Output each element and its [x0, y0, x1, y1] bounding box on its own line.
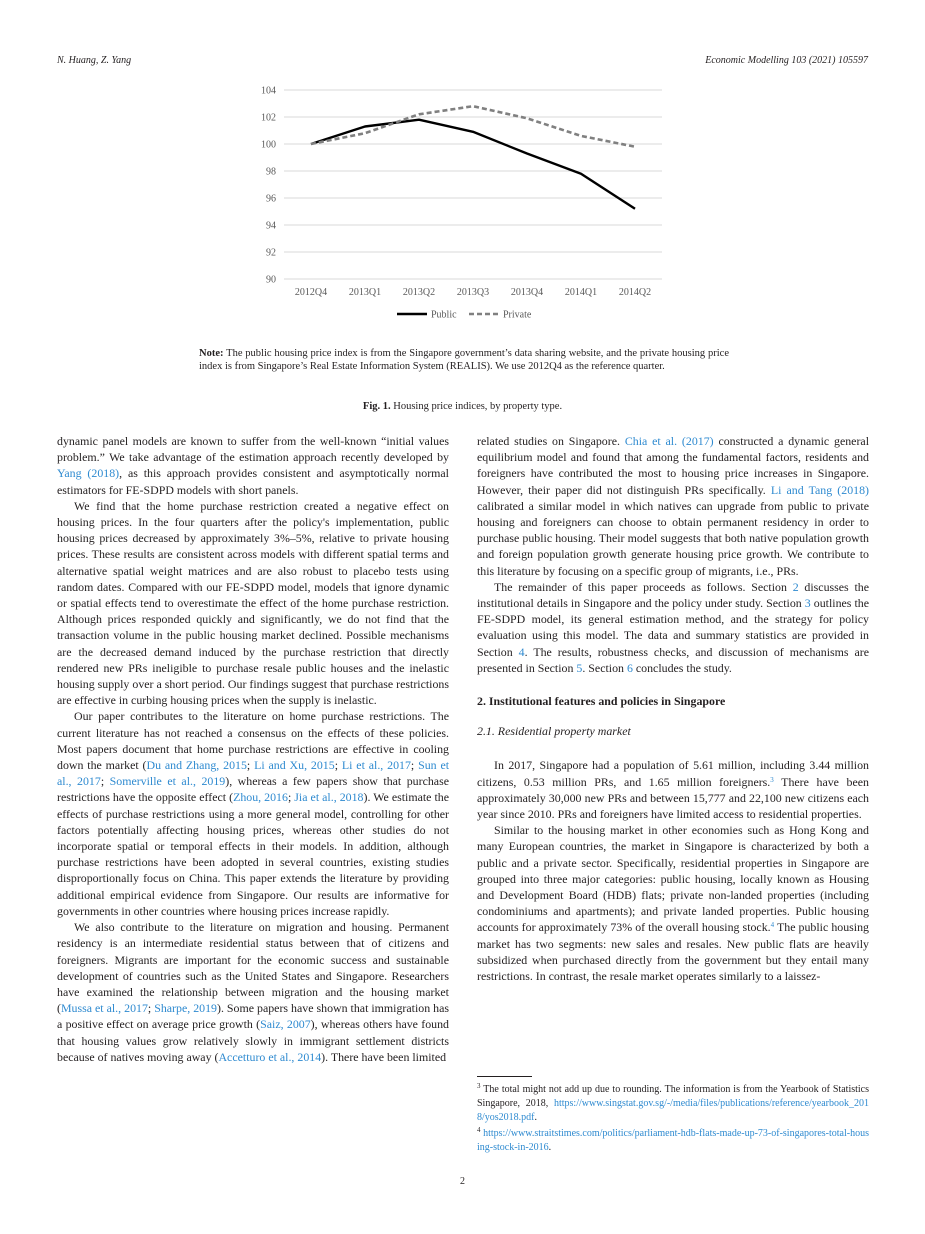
note-label: Note:	[199, 348, 224, 359]
footnote-link[interactable]: https://www.singstat.gov.sg/-/media/files/publications/reference/yearbook_2018/yos2018.pdf	[477, 1098, 869, 1124]
left-paragraph-3: Our paper contributes to the literature on home purchase restrictions. The current literature has not reached a consensus on the effects of these policies. Most papers document that home purchase restrictions are effective in cooling down the market (Du and Zhang, 2015; Li and Xu, 2015; Li et al., 2017; Sun et al., 2017; Somerville et al., 2019), whereas a few papers show that purchase restrictions have the opposite effect (Zhou, 2016; Jia et al., 2018). We estimate the effects of purchase restrictions using a more general model, controlling for other factors potentially affecting housing prices, whereas other studies do not incorporate spatial or temporal effects in their models. In addition, although purchase restrictions have been adopted in several countries, existing studies disproportionally focus on China. This paper extends the literature by providing additional empirical evidence from Singapore. Our results are informative for governments in other countries where housing prices increase rapidly.	[57, 709, 450, 918]
x-tick-label: 2012Q4	[294, 287, 328, 298]
section-link[interactable]: 3	[804, 596, 811, 611]
citation-link[interactable]: Saiz, 2007	[260, 1017, 311, 1032]
note-text: The public housing price index is from the Singapore government’s data sharing website, and the private housing price index is from Singapore’s Real Estate Information System (REALIS). We use 2012Q4 as the reference quarter.	[199, 348, 729, 373]
figure-note	[199, 347, 729, 374]
right-paragraph-2: The remainder of this paper proceeds as follows. Section 2 discusses the institutional details in Singapore and the policy under study. Section 3 outlines the FE-SDPD model, its general estimation method, and the strategy for policy evaluation using this model. The data and summary statistics are provided in Section 4. The results, robustness checks, and discussion of mechanisms are presented in Section 5. Section 6 concludes the study.	[477, 579, 869, 675]
citation-link[interactable]: Yang (2018)	[57, 466, 120, 481]
figure-caption-text: Housing price indices, by property type.	[390, 401, 563, 412]
left-column	[57, 433, 449, 1065]
y-tick-label: 90	[266, 274, 276, 286]
legend-label: Public	[431, 309, 457, 321]
y-tick-label: 100	[261, 139, 276, 151]
section-heading: 2. Institutional features and policies in Singapore	[477, 694, 726, 709]
section-link[interactable]: 4	[518, 644, 525, 659]
left-paragraph-4: We also contribute to the literature on migration and housing. Permanent residency is an intermediate residential status between that of citizens and foreigners. Migrants are important for the economic success and sustainable development of countries such as the United States and Singapore. Researchers have examined the relationship between migration and the housing market (Mussa et al., 2017; Sharpe, 2019). Some papers have shown that immigration has a positive effect on average price growth (Saiz, 2007), whereas others have found that housing values grow relatively slowly in immigrant settlement districts because of natives moving away (Accetturo et al., 2014). There have been limited	[57, 920, 450, 1064]
citation-link[interactable]: Chia et al. (2017)	[624, 434, 714, 448]
running-header-journal: Economic Modelling 103 (2021) 105597	[705, 55, 868, 66]
footnote-link[interactable]: https://www.straitstimes.com/politics/parliament-hdb-flats-made-up-73-of-singapores-total-housing-stock-in-2016	[477, 1128, 869, 1154]
footnote-divider	[477, 1076, 532, 1077]
right-column	[477, 433, 869, 984]
subsection-heading: 2.1. Residential property market	[477, 724, 631, 739]
citation-link[interactable]: Du and Zhang, 2015	[146, 758, 247, 773]
citation-link[interactable]: Mussa et al., 2017	[60, 1001, 148, 1016]
left-paragraph-1: dynamic panel models are known to suffer from the well-known “initial values problem.” We take advantage of the estimation approach recently developed by Yang (2018), as this approach provides consistent and asymptotically normal estimators for FE-SDPD models with short panels.	[57, 434, 449, 497]
y-tick-label: 98	[266, 166, 276, 178]
citation-link[interactable]: Sun et al., 2017	[57, 758, 450, 789]
citation-link[interactable]: Sharpe, 2019	[154, 1001, 217, 1016]
citation-link[interactable]: Jia et al., 2018	[294, 790, 364, 805]
citation-link[interactable]: Accetturo et al., 2014	[218, 1049, 322, 1064]
y-tick-label: 92	[266, 247, 276, 259]
series-line-private	[311, 106, 635, 147]
footnote-marker[interactable]: 3	[770, 775, 774, 784]
citation-link[interactable]: Somerville et al., 2019	[109, 774, 226, 789]
citation-link[interactable]: Zhou, 2016	[233, 790, 288, 805]
x-tick-label: 2013Q4	[510, 287, 544, 298]
right-paragraph-4: Similar to the housing market in other economies such as Hong Kong and many European countries, the market in Singapore is characterized by both a public and a private sector. Specifically, residential properties in Singapore are grouped into three major categories: public housing, locally known as Housing and Development Board (HDB) flats; private non-landed properties (including condominiums and apartments); and private landed properties. Public housing accounts for approximately 73% of the overall housing stock.$^4$ The public housing market has two segments: new sales and resales. New public flats are heavily subsidized when purchased directly from the government but they entail many restrictions. In contrast, the resale market operates similarly to a laissez-	[477, 823, 869, 984]
footnote-4: $^4$ https://www.straitstimes.com/politics/parliament-hdb-flats-made-up-73-of-singapores-total-housing-stock-in-2016.	[477, 1126, 869, 1154]
citation-link[interactable]: Li and Xu, 2015	[254, 758, 335, 773]
x-tick-label: 2013Q1	[348, 287, 382, 298]
x-tick-label: 2014Q2	[618, 287, 652, 298]
page-number: 2	[460, 1176, 465, 1187]
citation-link[interactable]: Li and Tang (2018)	[770, 482, 869, 497]
section-link[interactable]: 6	[626, 660, 633, 675]
citation-link[interactable]: Li et al., 2017	[341, 758, 411, 773]
x-tick-label: 2013Q3	[456, 287, 490, 298]
section-link[interactable]: 5	[576, 660, 583, 675]
section-link[interactable]: 2	[792, 579, 799, 594]
y-tick-label: 96	[266, 193, 276, 205]
running-header-authors: N. Huang, Z. Yang	[57, 55, 132, 66]
left-paragraph-2: We find that the home purchase restriction created a negative effect on housing prices. In the four quarters after the policy's implementation, public housing prices decreased by approximately 3%–5%, relative to private housing prices. These results are consistent across models with different spatial terms and alternative spatial weight matrices and are also robust to placebo tests using random dates. Compared with our FE-SDPD model, models that ignore dynamic or spatial effects tend to overestimate the effect of the home purchase restriction. Although prices responded quickly and significantly, we do not find that the transaction volume in the public housing market declined. Possible mechanisms are the decreased demand induced by the purchase restriction that directly rendered new PRs ineligible to purchase resale public houses and the inelastic housing supply over a short period. Our findings suggest that purchase restrictions are effective in curbing housing prices when the supply is inelastic.	[57, 498, 449, 708]
legend-label: Private	[503, 309, 532, 321]
right-paragraph-3: In 2017, Singapore had a population of 5.61 million, including 3.44 million citizens, 0.53 million PRs, and 1.65 million foreigners.$^3$ There have been approximately 30,000 new PRs and between 15,777 and 22,100 new citizens each year since 2010. PRs and foreigners have limited access to residential properties.	[477, 758, 869, 822]
x-tick-label: 2013Q2	[402, 287, 436, 298]
figure-caption	[0, 401, 925, 412]
footnote-marker[interactable]: 4	[770, 921, 775, 930]
y-tick-label: 102	[261, 112, 276, 124]
figure-label: Fig. 1.	[362, 401, 391, 412]
y-tick-label: 94	[266, 220, 276, 232]
housing-price-index-chart	[250, 82, 680, 327]
footnote-3: $^3$ The total might not add up due to rounding. The information is from the Yearbook of Statistics Singapore, 2018, https://www.singstat.gov.sg/-/media/files/publications/reference/yearbook_2018/yos2018.pdf.	[477, 1082, 869, 1124]
y-tick-label: 104	[261, 85, 276, 97]
x-tick-label: 2014Q1	[564, 287, 598, 298]
right-paragraph-1: related studies on Singapore. Chia et al. (2017) constructed a dynamic general equilibrium model and found that among the fundamental factors, residents and foreigners have contributed the most to housing price increases in Singapore. However, their paper did not distinguish PRs specifically. Li and Tang (2018) calibrated a similar model in which natives can upgrade from public to private housing and foreigners can choose to obtain permanent residency in order to purchase public housing. Their model suggests that both native population growth and foreign population growth generate housing price growth. We contribute to this literature by focusing on a specific group of migrants, i.e., PRs.	[477, 434, 869, 578]
